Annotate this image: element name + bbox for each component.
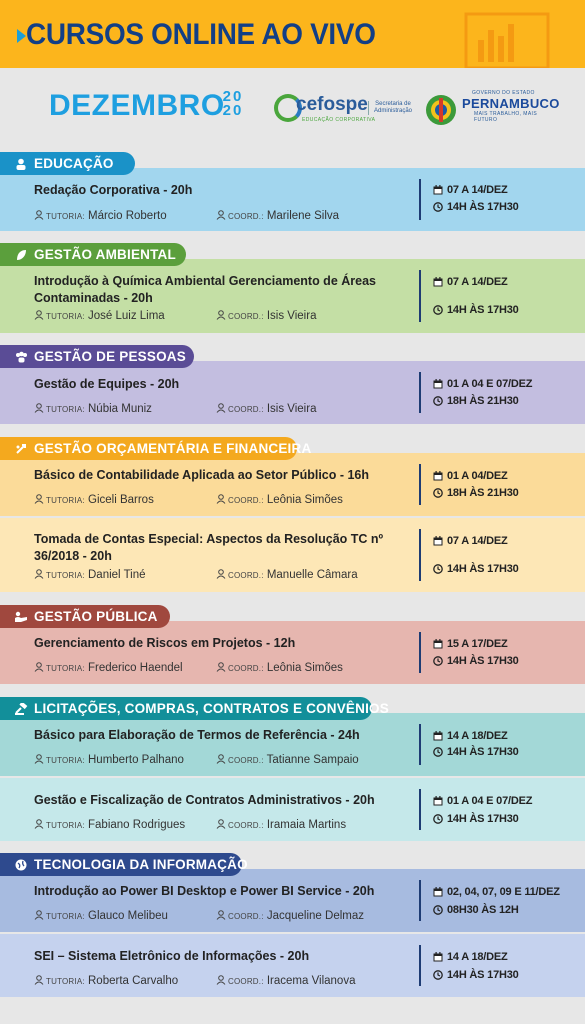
tutor-name: Frederico Haendel — [88, 662, 183, 674]
handshake-icon — [14, 610, 28, 623]
calendar-icon — [433, 535, 447, 547]
course-card — [0, 453, 585, 516]
coord-info: COORD.: Leônia Simões — [216, 494, 343, 506]
pointer-icon — [17, 29, 26, 43]
clock-icon — [433, 904, 447, 916]
course-title: Básico para Elaboração de Termos de Referência - 24h — [34, 728, 360, 742]
tutor-name: Fabiano Rodrigues — [88, 819, 186, 831]
course-date: 07 A 14/DEZ — [433, 184, 508, 196]
course-date: 14 A 18/DEZ — [433, 730, 508, 742]
course-time: 14H ÀS 17H30 — [433, 813, 519, 825]
person-icon — [216, 210, 228, 222]
tutor-name: Humberto Palhano — [88, 754, 184, 766]
calendar-icon — [433, 470, 447, 482]
person-icon — [34, 662, 46, 674]
coord-info: COORD.: Jacqueline Delmaz — [216, 910, 364, 922]
category-header: GESTÃO PÚBLICA — [0, 605, 170, 628]
course-title: Gerenciamento de Riscos em Projetos - 12h — [34, 636, 296, 650]
person-icon — [216, 975, 228, 987]
course-time: 18H ÀS 21H30 — [433, 487, 519, 499]
category-header: EDUCAÇÃO — [0, 152, 135, 175]
person-icon — [216, 662, 228, 674]
clock-icon — [433, 813, 447, 825]
coord-info: COORD.: Leônia Simões — [216, 662, 343, 674]
tutor-info: TUTORIA: Roberta Carvalho — [34, 975, 178, 987]
page-title: CURSOS ONLINE AO VIVO — [26, 18, 376, 51]
divider — [419, 945, 421, 986]
coord-info: COORD.: Iracema Vilanova — [216, 975, 355, 987]
person-icon — [216, 910, 228, 922]
tutor-info: TUTORIA: Fabiano Rodrigues — [34, 819, 185, 831]
clock-icon — [433, 487, 447, 499]
globe-icon — [14, 858, 28, 871]
course-card — [0, 621, 585, 684]
course-title: Gestão e Fiscalização de Contratos Administrativos - 20h — [34, 793, 375, 807]
person-icon — [216, 403, 228, 415]
course-title: Introdução ao Power BI Desktop e Power BI Service - 20h — [34, 884, 375, 898]
clock-icon — [433, 969, 447, 981]
person-icon — [216, 569, 228, 581]
tutor-info: TUTORIA: Márcio Roberto — [34, 210, 167, 222]
clock-icon — [433, 304, 447, 316]
tutor-name: Giceli Barros — [88, 494, 154, 506]
person-icon — [34, 819, 46, 831]
clock-icon — [433, 395, 447, 407]
course-date: 14 A 18/DEZ — [433, 951, 508, 963]
clock-icon — [433, 746, 447, 758]
course-card — [0, 518, 585, 592]
coord-name: Tatianne Sampaio — [266, 754, 359, 766]
course-title: SEI – Sistema Eletrônico de Informações - 20h — [34, 949, 310, 963]
person-icon — [34, 754, 46, 766]
category-header: LICITAÇÕES, COMPRAS, CONTRATOS E CONVÊNIOS — [0, 697, 372, 720]
divider — [419, 529, 421, 581]
tutor-info: TUTORIA: Humberto Palhano — [34, 754, 184, 766]
person-icon — [216, 494, 228, 506]
divider — [419, 372, 421, 413]
tutor-info: TUTORIA: Daniel Tiné — [34, 569, 146, 581]
person-icon — [216, 819, 228, 831]
course-date: 01 A 04 E 07/DEZ — [433, 795, 532, 807]
coord-info: COORD.: Isis Vieira — [216, 403, 316, 415]
course-time: 18H ÀS 21H30 — [433, 395, 519, 407]
coord-info: COORD.: Iramaia Martins — [216, 819, 346, 831]
course-card — [0, 259, 585, 333]
pernambuco-crest-icon — [424, 93, 458, 127]
category-header: GESTÃO DE PESSOAS — [0, 345, 194, 368]
coord-name: Marilene Silva — [266, 210, 340, 222]
tutor-name: Márcio Roberto — [88, 210, 167, 222]
clock-icon — [433, 201, 447, 213]
course-title: Introdução à Química Ambiental Gerenciamento de Áreas Contaminadas - 20h — [34, 274, 376, 305]
clock-icon — [433, 655, 447, 667]
calendar-icon — [433, 886, 447, 898]
course-card — [0, 361, 585, 424]
coord-name: Jacqueline Delmaz — [266, 910, 364, 922]
coord-name: Isis Vieira — [266, 403, 317, 415]
course-card — [0, 713, 585, 776]
pernambuco-logo: GOVERNO DO ESTADO PERNAMBUCO MAIS TRABALHO, MAIS FUTURO — [462, 90, 560, 123]
course-time: 08H30 ÀS 12H — [433, 904, 519, 916]
secretaria-logo: Secretaria de Administração — [368, 101, 412, 115]
person-icon — [34, 210, 46, 222]
category-header: GESTÃO AMBIENTAL — [0, 243, 186, 266]
course-card — [0, 934, 585, 997]
category-header: TECNOLOGIA DA INFORMAÇÃO — [0, 853, 242, 876]
calendar-icon — [433, 276, 447, 288]
tutor-name: Núbia Muniz — [88, 403, 152, 415]
person-icon — [34, 975, 46, 987]
course-card — [0, 869, 585, 932]
user-icon — [14, 157, 28, 170]
tutor-info: TUTORIA: José Luiz Lima — [34, 310, 165, 322]
course-title: Tomada de Contas Especial: Aspectos da Resolução TC nº 36/2018 - 20h — [34, 532, 384, 563]
coord-name: Manuelle Câmara — [266, 569, 358, 581]
tutor-info: TUTORIA: Núbia Muniz — [34, 403, 152, 415]
course-title: Gestão de Equipes - 20h — [34, 377, 180, 391]
coord-name: Leônia Simões — [266, 662, 343, 674]
coord-info: COORD.: Isis Vieira — [216, 310, 316, 322]
calendar-icon — [433, 378, 447, 390]
course-card — [0, 778, 585, 841]
course-date: 07 A 14/DEZ — [433, 535, 508, 547]
divider — [419, 880, 421, 921]
person-icon — [34, 403, 46, 415]
divider — [419, 179, 421, 220]
month-title: DEZEMBRO — [49, 89, 225, 122]
divider — [419, 464, 421, 505]
tutor-info: TUTORIA: Frederico Haendel — [34, 662, 183, 674]
person-icon — [34, 494, 46, 506]
tutor-name: Daniel Tiné — [88, 569, 146, 581]
person-icon — [34, 569, 46, 581]
tutor-name: José Luiz Lima — [88, 310, 165, 322]
tutor-name: Glauco Melibeu — [88, 910, 168, 922]
course-time: 14H ÀS 17H30 — [433, 655, 519, 667]
calendar-icon — [433, 184, 447, 196]
divider — [419, 789, 421, 830]
gavel-icon — [14, 702, 28, 715]
course-time: 14H ÀS 17H30 — [433, 969, 519, 981]
people-icon — [14, 350, 28, 363]
coord-name: Isis Vieira — [266, 310, 317, 322]
course-card — [0, 168, 585, 231]
course-time: 14H ÀS 17H30 — [433, 201, 519, 213]
clock-icon — [433, 563, 447, 575]
tutor-info: TUTORIA: Glauco Melibeu — [34, 910, 168, 922]
person-icon — [216, 754, 228, 766]
course-date: 15 A 17/DEZ — [433, 638, 508, 650]
leaf-icon — [14, 248, 28, 261]
divider — [419, 632, 421, 673]
coord-name: Leônia Simões — [266, 494, 343, 506]
calendar-icon — [433, 730, 447, 742]
category-header: GESTÃO ORÇAMENTÁRIA E FINANCEIRA — [0, 437, 297, 460]
course-date: 02, 04, 07, 09 E 11/DEZ — [433, 886, 560, 898]
divider — [419, 724, 421, 765]
coord-info: COORD.: Manuelle Câmara — [216, 569, 358, 581]
course-title: Básico de Contabilidade Aplicada ao Setor Público - 16h — [34, 468, 370, 482]
cefospe-logo: cefospe EDUCAÇÃO CORPORATIVA — [274, 92, 366, 126]
course-date: 01 A 04 E 07/DEZ — [433, 378, 532, 390]
course-time: 14H ÀS 17H30 — [433, 746, 519, 758]
course-date: 07 A 14/DEZ — [433, 276, 508, 288]
divider — [419, 270, 421, 322]
calendar-icon — [433, 795, 447, 807]
calendar-icon — [433, 638, 447, 650]
course-title: Redação Corporativa - 20h — [34, 183, 193, 197]
course-time: 14H ÀS 17H30 — [433, 563, 519, 575]
course-time: 14H ÀS 17H30 — [433, 304, 519, 316]
money-icon — [14, 442, 28, 455]
coord-info: COORD.: Tatianne Sampaio — [216, 754, 359, 766]
course-date: 01 A 04/DEZ — [433, 470, 508, 482]
person-icon — [216, 310, 228, 322]
coord-name: Iramaia Martins — [266, 819, 347, 831]
person-icon — [34, 910, 46, 922]
person-icon — [34, 310, 46, 322]
calendar-icon — [433, 951, 447, 963]
header-banner — [0, 0, 585, 68]
coord-name: Iracema Vilanova — [266, 975, 356, 987]
tutor-info: TUTORIA: Giceli Barros — [34, 494, 154, 506]
coord-info: COORD.: Marilene Silva — [216, 210, 339, 222]
year-stack: 20 20 — [222, 88, 244, 119]
tutor-name: Roberta Carvalho — [88, 975, 179, 987]
chart-board-icon — [464, 12, 554, 68]
